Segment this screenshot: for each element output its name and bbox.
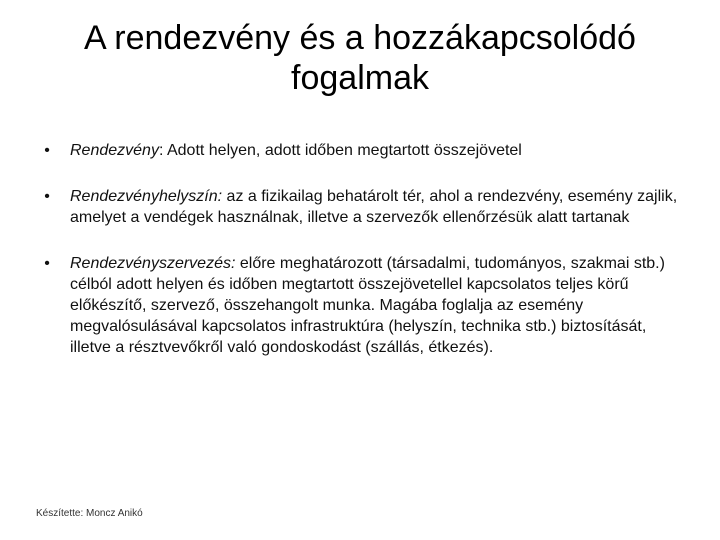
definition-list	[40, 140, 680, 383]
title-line-1: A rendezvény és a hozzákapcsolódó	[84, 19, 636, 57]
title-line-2: fogalmak	[291, 59, 429, 97]
term-separator: :	[217, 188, 223, 205]
definition-text: előre meghatározott (társadalmi, tudományos, szakmai stb.) célból adott helyen és időben megtartott összejövetellel kapcsolatos teljes körű előkészítő, szervező, összehangolt munka. Magába foglalja az esemény megvalósulásával kapcsolatos infrastruktúra (helyszín, technika stb.) biztosítását, illetve a résztvevőkről való gondoskodást (szállás, étkezés).	[70, 255, 665, 356]
slide-title	[40, 18, 680, 98]
definition-rendezvenyszervezes	[40, 253, 680, 358]
definition-rendezvenyhelyszin	[40, 186, 680, 228]
bullet-marker: •	[44, 142, 50, 159]
definition-text: az a fizikailag behatárolt tér, ahol a rendezvény, esemény zajlik, amelyet a vendégek használnak, illetve a szervezők ellenőrzésük alatt tartanak	[70, 188, 678, 226]
definition-text: Adott helyen, adott időben megtartott összejövetel	[163, 142, 522, 159]
term-rendezvenyhelyszin: Rendezvényhelyszín	[70, 188, 218, 205]
term-separator: :	[230, 255, 236, 272]
footer-author: Készítette: Moncz Anikó	[36, 508, 143, 519]
term-separator: :	[158, 142, 164, 159]
term-rendezvenyszervezes: Rendezvényszervezés	[70, 255, 231, 272]
definition-rendezveny	[40, 140, 680, 161]
bullet-marker: •	[44, 255, 50, 272]
bullet-marker: •	[44, 188, 50, 205]
term-rendezveny: Rendezvény	[70, 142, 159, 159]
